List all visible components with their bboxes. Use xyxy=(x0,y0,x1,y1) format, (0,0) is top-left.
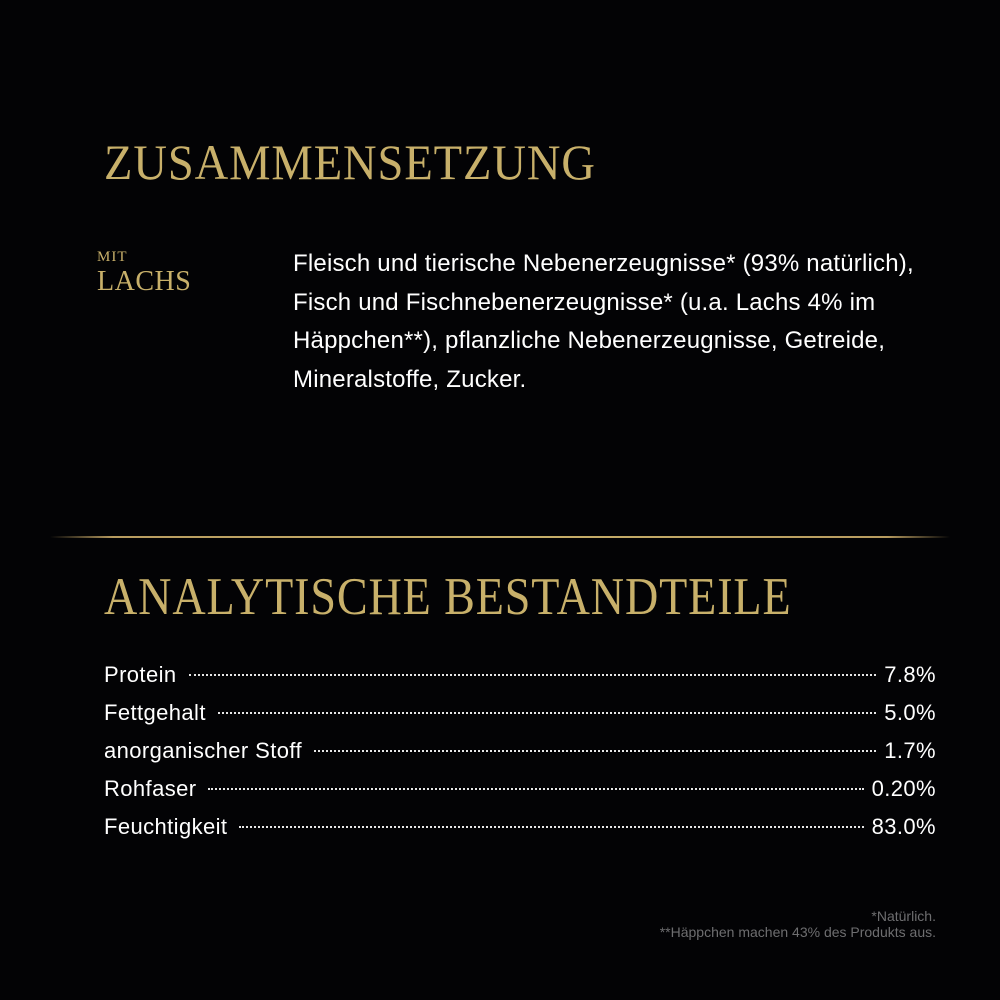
analytical-row-fat xyxy=(104,694,936,732)
section-divider xyxy=(50,536,950,538)
analytical-row-moisture xyxy=(104,808,936,846)
dot-leader xyxy=(239,826,863,828)
row-value: 1.7% xyxy=(884,738,936,763)
ingredients-text: Fleisch und tierische Nebenerzeugnisse* (93% natürlich), Fisch und Fischnebenerzeugnisse* (u.a. Lachs 4% im Häppchen**), pflanzliche Nebenerzeugnisse, Getreide, Mineralstoffe, Zucker. xyxy=(293,250,914,393)
row-label: Rohfaser xyxy=(104,776,197,801)
variant-flavor: LACHS xyxy=(97,266,192,297)
analytical-row-protein xyxy=(104,656,936,694)
footnotes xyxy=(660,908,936,940)
analytical-row-ash xyxy=(104,732,936,770)
dot-leader xyxy=(314,750,876,752)
analytical-heading: ANALYTISCHE BESTANDTEILE xyxy=(104,568,792,626)
row-label: Feuchtigkeit xyxy=(104,814,228,839)
variant-label xyxy=(97,248,191,298)
dot-leader xyxy=(218,712,876,714)
row-label: Fettgehalt xyxy=(104,700,206,725)
dot-leader xyxy=(189,674,877,676)
dot-leader xyxy=(208,788,863,790)
footnote-chunks: **Häppchen machen 43% des Produkts aus. xyxy=(659,924,936,940)
row-value: 0.20% xyxy=(871,776,936,801)
row-value: 83.0% xyxy=(871,814,936,839)
row-value: 7.8% xyxy=(884,662,936,687)
composition-heading: ZUSAMMENSETZUNG xyxy=(104,134,596,190)
analytical-list xyxy=(104,656,936,846)
row-value: 5.0% xyxy=(884,700,936,725)
row-label: anorganischer Stoff xyxy=(104,738,302,763)
variant-prefix: MIT xyxy=(97,249,128,265)
analytical-row-fibre xyxy=(104,770,936,808)
row-label: Protein xyxy=(104,662,177,687)
footnote-natural: *Natürlich. xyxy=(871,908,936,924)
